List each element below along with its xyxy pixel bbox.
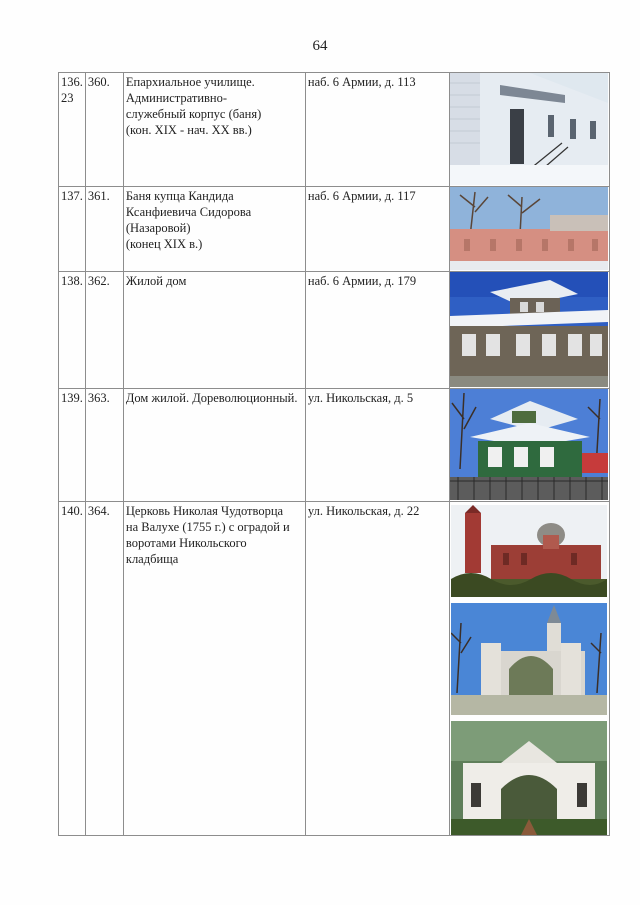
registry-number: 361. (85, 187, 123, 272)
table-row (59, 272, 610, 389)
object-name: Церковь Николая Чудотворца на Валухе (1755 г.) с оградой и воротами Никольского кладбища (123, 502, 305, 836)
registry-number: 362. (85, 272, 123, 389)
object-name: Епархиальное училище. Административно- служебный корпус (баня) (кон. XIX - нач. XX вв.) (123, 73, 305, 187)
church-ruins-photo (451, 505, 607, 597)
table-row (59, 73, 610, 187)
object-address: наб. 6 Армии, д. 179 (305, 272, 449, 389)
snowy-brick-building-photo (450, 73, 608, 185)
registry-number: 364. (85, 502, 123, 836)
row-number: 139. (59, 389, 86, 502)
wooden-house-photo (450, 272, 608, 387)
pink-wall-building-photo (450, 187, 608, 270)
row-number: 138. (59, 272, 86, 389)
church-photos (450, 505, 609, 835)
row-number: 140. (59, 502, 86, 836)
heritage-table (58, 72, 610, 836)
row-number: 137. (59, 187, 86, 272)
object-name: Дом жилой. Дореволюционный. (123, 389, 305, 502)
table-row (59, 187, 610, 272)
page-number: 64 (312, 38, 328, 54)
registry-number: 360. (85, 73, 123, 187)
registry-number: 363. (85, 389, 123, 502)
cemetery-gate-photo (451, 721, 607, 835)
row-number: 136. 23 (59, 73, 86, 187)
table-row (59, 389, 610, 502)
object-address: наб. 6 Армии, д. 113 (305, 73, 449, 187)
object-address: ул. Никольская, д. 5 (305, 389, 449, 502)
church-gate-photo (451, 603, 607, 715)
object-address: наб. 6 Армии, д. 117 (305, 187, 449, 272)
green-wooden-house-photo (450, 389, 608, 500)
table-row (59, 502, 610, 836)
object-address: ул. Никольская, д. 22 (305, 502, 449, 836)
object-name: Жилой дом (123, 272, 305, 389)
object-name: Баня купца Кандида Ксанфиевича Сидорова (Назаровой) (конец XIX в.) (123, 187, 305, 272)
